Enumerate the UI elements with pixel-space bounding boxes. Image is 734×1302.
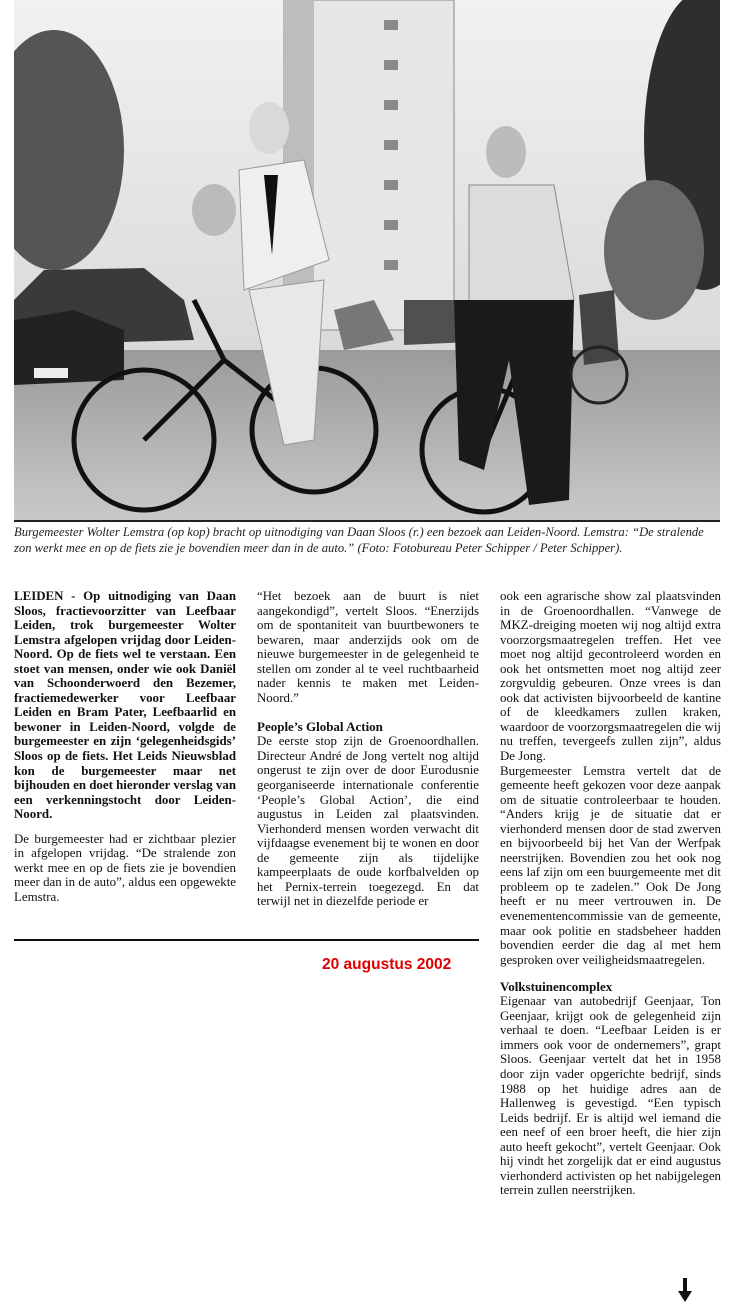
down-arrow-icon	[678, 1278, 692, 1302]
article-paragraph: De burgemeester had er zichtbaar plezier in afgelopen vrijdag. “De stralende zon werkt mee en op de fiets zie je bovendien meer dan in de auto”, aldus een opgewekte Lemstra.	[14, 831, 236, 904]
article-column-3	[500, 589, 721, 1198]
column-divider-rule	[14, 939, 479, 941]
article-paragraph: De eerste stop zijn de Groenoordhallen. Directeur André de Jong vertelt nog altijd ongerust te zijn over de door Eurodusnie georganiseerde internationale conferentie ‘People’s Global Action’, die eind augustus in Leiden zal plaatsvinden. Vierhonderd mensen worden verwacht dit vijfdaagse evenement bij te wonen en door de gemeente zijn als tijdelijke kampeerplaats de oude korfbalvelden op het Pernix-terrein toegezegd. En dat terwijl net in diezelfde periode er	[257, 734, 479, 909]
article-paragraph: ook een agrarische show zal plaatsvinden in de Groenoordhallen. “Vanwege de MKZ-dreiging moeten wij nog altijd extra voorzorgsmaatregelen treffen. Het vee moet nog altijd gecontroleerd worden en ook het ontsmetten moet nog altijd zeer zorgvuldig gebeuren. Onze vrees is dan ook dat activisten bijvoorbeeld de kantine of de kleedkamers zullen kraken, waardoor de voorzorgsmaatregelen die wij nu treffen, tevergeefs zullen zijn”, aldus De Jong.	[500, 589, 721, 764]
article-paragraph: Burgemeester Lemstra vertelt dat de gemeente heeft gekozen voor deze aanpak om de situatie controleerbaar te houden. “Anders krijg je de situatie dat er vierhonderd mensen door de stad zwerven en bijvoorbeeld bij het Van der Werfpak neerstrijken. Bovendien zou het ook nog eens laf zijn om een buurgemeente met dit probleem op te zadelen.” Ook De Jong heeft er nu meer vertrouwen in. De evenementencommissie van de gemeente, maar ook politie en stadsbeheer hadden bovendien eerder die dag al met hem gesproken over veiligheidsmaatregelen.	[500, 763, 721, 967]
article-column-2	[257, 589, 479, 909]
photo-illustration	[14, 0, 720, 520]
section-heading-peoples-global-action: People’s Global Action	[257, 719, 383, 735]
section-heading-volkstuinencomplex: Volkstuinencomplex	[500, 979, 613, 995]
article-paragraph: “Het bezoek aan de buurt is niet aangekondigd”, vertelt Sloos. “Enerzijds om de spontaniteit van buurtbewoners te bewaren, maar anderzijds ook om de nieuwe burgemeester in de gelegenheid te stellen om zonder al te veel ruchtbaarheid nader kennis te maken met Leiden-Noord.”	[257, 589, 479, 705]
article-photo	[14, 0, 720, 522]
article-column-1	[14, 589, 236, 904]
publication-date: 20 augustus 2002	[322, 956, 452, 973]
article-lead: LEIDEN - Op uitnodiging van Daan Sloos, fractievoorzitter van Leefbaar Leiden, trok burgemeester Wolter Lemstra afgelopen vrijdag door Leiden-Noord. Op de fiets wel te verstaan. Een stoet van mensen, onder wie ook Daniël van Schoonderwoerd den Bezemer, fractiemedewerker voor Leefbaar Leiden en Bram Pater, Leefbaarlid en bewoner in Leiden-Noord, volgde de burgemeester en zijn ‘gelegenheidsgids’ Sloos op de fiets. Het Leids Nieuwsblad kon de burgemeester maar net bijhouden en doet hieronder verslag van een verkenningstocht door Leiden-Noord.	[14, 589, 236, 822]
article-paragraph: Eigenaar van autobedrijf Geenjaar, Ton Geenjaar, krijgt ook de gelegenheid zijn verhaal te doen. “Leefbaar Leiden is er immers ook voor de ondernemers”, grapt Sloos. Geenjaar vertelt dat het in 1958 door zijn vader opgerichte bedrijf, sinds 1988 op het huidige adres aan de Hallenweg is gevestigd. “Een typisch Leids bedrijf. Er is altijd wel iemand die een neef of een broer heeft, die hier zijn auto heeft gekocht”, vertelt Geenjaar. Ook hij vindt het zorgelijk dat er eind augustus vierhonderd activisten op het nabijgelegen terrein zullen neerstrijken.	[500, 994, 721, 1198]
photo-caption: Burgemeester Wolter Lemstra (op kop) bracht op uitnodiging van Daan Sloos (r.) een bezoek aan Leiden-Noord. Lemstra: “De stralende zon werkt mee en op de fiets zie je bovendien meer dan in de auto.” (Foto: Fotobureau Peter Schipper / Peter Schipper).	[14, 525, 704, 555]
